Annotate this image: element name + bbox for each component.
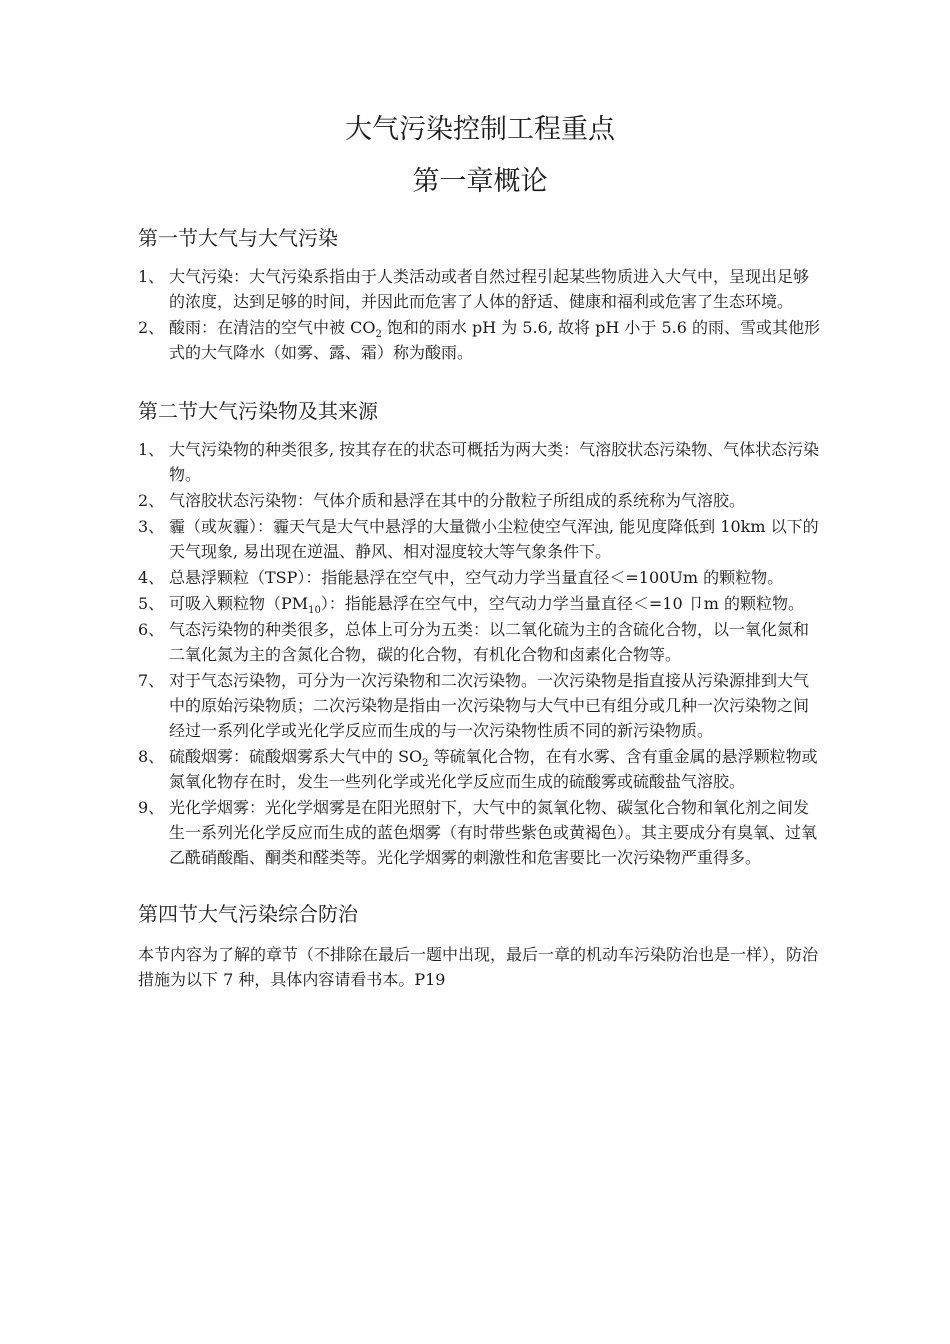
document-title: 大气污染控制工程重点 [345, 114, 615, 145]
list-item [138, 264, 822, 314]
list-item-text: 大气污染：大气污染系指由于人类活动或者自然过程引起某些物质进入大气中，呈现出足够的浓度，达到足够的时间，并因此而危害了人体的舒适、健康和福利或危害了生态环境。 [169, 267, 810, 311]
list-item-text-post: ）：指能悬浮在空气中，空气动力学当量直径＜=10 卩m 的颗粒物。 [320, 594, 805, 613]
list-item-number: 8、 [138, 747, 165, 766]
section-4-title: 第四节大气污染综合防治 [138, 902, 358, 926]
list-item-text: 总悬浮颗粒（TSP）：指能悬浮在空气中，空气动力学当量直径＜=100Um 的颗粒物。 [169, 568, 784, 587]
list-item [138, 437, 822, 487]
list-item [138, 744, 822, 794]
subscript: 2 [375, 329, 382, 341]
list-item-number: 4、 [138, 568, 165, 587]
list-item-number: 5、 [138, 594, 165, 613]
list-item-text-post: 饱和的雨水 pH 为 5.6, 故将 pH 小于 5.6 的雨、雪或其他形式的大气降水（如雾、露、霜）称为酸雨。 [169, 318, 820, 362]
list-item [138, 668, 822, 743]
list-item-text-pre: 酸雨：在清洁的空气中被 CO [169, 318, 376, 337]
section-2-title: 第二节大气污染物及其来源 [138, 399, 378, 423]
subscript: 2 [422, 758, 429, 770]
list-item-number: 3、 [138, 517, 165, 536]
list-item-number: 6、 [138, 620, 165, 639]
list-item-number: 7、 [138, 671, 165, 690]
subscript: 10 [308, 605, 321, 617]
list-item [138, 617, 822, 667]
list-item [138, 591, 822, 616]
list-item-text: 霾（或灰霾）：霾天气是大气中悬浮的大量微小尘粒使空气浑浊, 能见度降低到 10km 以下的天气现象, 易出现在逆温、静风、相对湿度较大等气象条件下。 [169, 517, 819, 561]
section-1-title: 第一节大气与大气污染 [138, 226, 338, 250]
list-item-number: 2、 [138, 318, 165, 337]
list-item-number: 1、 [138, 440, 165, 459]
list-item-text: 光化学烟雾：光化学烟雾是在阳光照射下，大气中的氮氧化物、碳氢化合物和氧化剂之间发生一系列光化学反应而生成的蓝色烟雾（有时带些紫色或黄褐色）。其主要成分有臭氧、过氧乙酰硝酸酯、酮类和醛类等。光化学烟雾的刺激性和危害要比一次污染物严重得多。 [169, 798, 818, 867]
section-1-list [138, 264, 822, 365]
list-item-number: 9、 [138, 798, 165, 817]
list-item [138, 488, 822, 513]
list-item-number: 1、 [138, 267, 165, 286]
list-item-text: 大气污染物的种类很多, 按其存在的状态可概括为两大类：气溶胶状态污染物、气体状态污染物。 [169, 440, 820, 484]
section-4-paragraph: 本节内容为了解的章节（不排除在最后一题中出现，最后一章的机动车污染防治也是一样），防治措施为以下 7 种，具体内容请看书本。P19 [138, 945, 819, 989]
chapter-title: 第一章概论 [412, 166, 548, 197]
list-item-number: 2、 [138, 491, 165, 510]
list-item [138, 795, 822, 870]
list-item-text: 对于气态污染物，可分为一次污染物和二次污染物。一次污染物是指直接从污染源排到大气中的原始污染物质；二次污染物是指由一次污染物与大气中已有组分或几种一次污染物之间经过一系列化学或光化学反应而生成的与一次污染物性质不同的新污染物质。 [169, 671, 810, 740]
list-item-text-pre: 硫酸烟雾：硫酸烟雾系大气中的 SO [169, 747, 423, 766]
list-item [138, 315, 822, 365]
list-item-text-pre: 可吸入颗粒物（PM [169, 594, 309, 613]
list-item-text: 气态污染物的种类很多，总体上可分为五类：以二氧化硫为主的含硫化合物，以一氧化氮和二氧化氮为主的含氮化合物，碳的化合物，有机化合物和卤素化合物等。 [169, 620, 810, 664]
list-item [138, 514, 822, 564]
list-item-text-post: 等硫氧化合物，在有水雾、含有重金属的悬浮颗粒物或氮氧化物存在时，发生一些列化学或光化学反应而生成的硫酸雾或硫酸盐气溶胶。 [169, 747, 818, 791]
list-item-text: 气溶胶状态污染物：气体介质和悬浮在其中的分散粒子所组成的系统称为气溶胶。 [169, 491, 746, 510]
section-2-list [138, 437, 822, 870]
list-item [138, 565, 822, 590]
